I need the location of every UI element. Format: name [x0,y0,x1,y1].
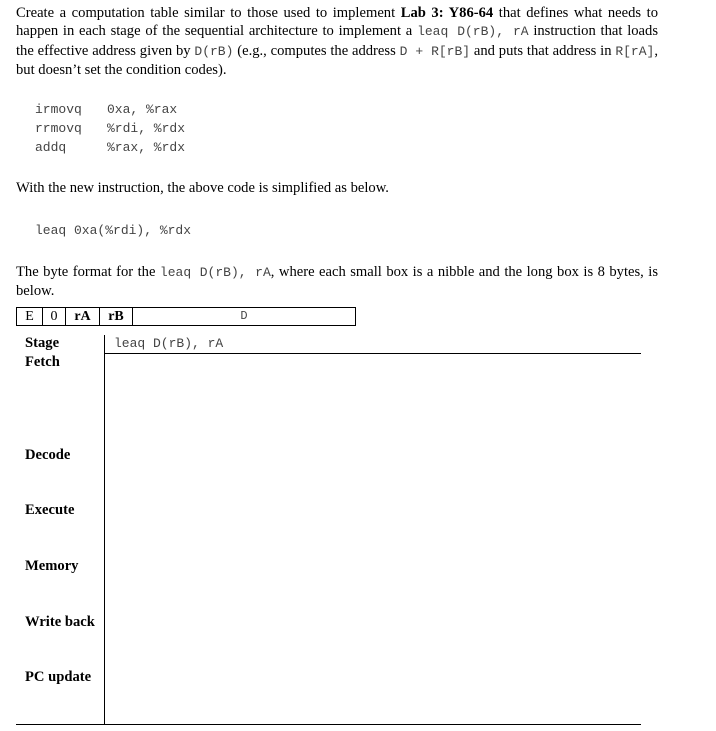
intro-text-6: , but doesn’t set the condition codes). [16,42,658,78]
code-args: 0xa, %rax [107,102,178,117]
column-divider [104,335,105,725]
code-args: %rax, %rdx [107,140,186,155]
displacement-box: D [132,307,356,326]
intro-text-5: and puts that address in [470,42,616,59]
code-line [35,138,185,157]
stage-fetch: Fetch [25,354,60,370]
code-line [35,119,185,138]
byte-format-text-1: The byte format for the [16,264,160,280]
bottom-rule [16,724,641,725]
instruction-inline: leaq D(rB), rA [159,265,271,280]
code-op: irmovq [35,102,82,117]
stage-execute: Execute [25,502,75,518]
nibble-box-rb: rB [99,307,133,326]
code-block-original [35,100,185,157]
code-op: rrmovq [35,121,82,136]
byte-format-paragraph [16,263,658,301]
intro-text-3: instruction that loads the effective address given by [16,23,658,59]
simplified-paragraph: With the new instruction, the above code is simplified as below. [16,180,389,196]
stage-header: Stage [25,335,60,351]
effective-address-inline: D(rB) [194,43,234,59]
code-line [35,100,185,119]
intro-text-2: that defines what needs to happen in each stage of the sequential architecture to implement a [16,5,658,40]
code-args: %rdi, %rdx [107,121,186,136]
instruction-header: leaq D(rB), rA [114,336,224,351]
stage-write-back: Write back [25,614,95,630]
nibble-box-icode: E [16,307,43,326]
address-expression-inline: D + R[rB] [399,43,471,59]
register-ra-inline: R[rA] [615,43,655,59]
code-block-simplified: leaq 0xa(%rdi), %rdx [35,223,192,238]
stage-memory: Memory [25,558,79,574]
lab-reference: Lab 3: Y86-64 [400,5,494,21]
nibble-box-ifun: 0 [42,307,66,326]
nibble-box-ra: rA [65,307,100,326]
instruction-inline: leaq D(rB), rA [417,24,529,40]
intro-text-4: (e.g., computes the address [233,42,400,59]
stage-decode: Decode [25,447,71,463]
byte-format-text-2: , where each small box is a nibble and the long box is 8 bytes, is below. [16,264,659,300]
intro-text-1: Create a computation table similar to those used to implement [16,5,401,21]
intro-paragraph [16,4,658,79]
header-rule [104,353,641,354]
stage-pc-update: PC update [25,669,92,685]
code-op: addq [35,140,67,155]
